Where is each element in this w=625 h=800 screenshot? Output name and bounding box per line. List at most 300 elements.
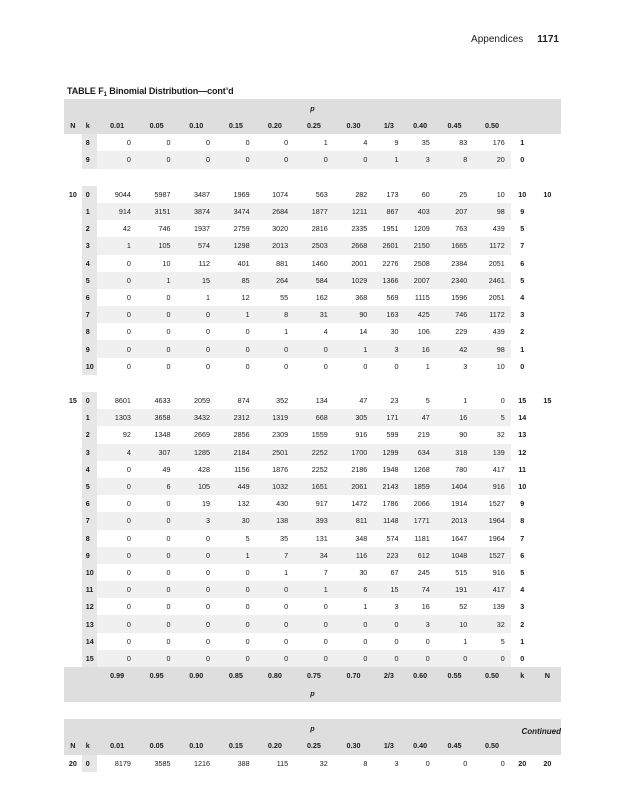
probability-value: 115 (276, 758, 289, 768)
k-n-right (534, 358, 561, 375)
probability-value: 1460 (311, 258, 328, 268)
probability-value: 42 (122, 224, 131, 234)
probability-value: 3 (405, 151, 436, 168)
column-footer-row (64, 667, 561, 684)
n-value (64, 512, 82, 529)
probability-value: 4633 (154, 396, 171, 406)
spacer-cell (64, 169, 561, 186)
probability-value: 569 (386, 292, 399, 302)
probability-value: 574 (176, 237, 216, 254)
probability-value: 352 (276, 396, 289, 406)
probability-value: 0 (394, 636, 399, 646)
probability-value: 763 (455, 224, 468, 234)
probability-value: 0 (126, 292, 131, 302)
probability-value: 0 (206, 138, 211, 148)
k-n-right: 5 (520, 275, 525, 285)
probability-value: 0 (256, 650, 295, 667)
probability-value: 3020 (272, 224, 289, 234)
probability-value: 0 (97, 650, 137, 667)
table-row (64, 340, 561, 357)
k-value: 1 (82, 409, 98, 426)
probability-value: 8 (436, 151, 473, 168)
probability-value: 0 (166, 602, 171, 612)
p-label: p (64, 684, 561, 702)
n-value (64, 564, 82, 581)
probability-value: 1366 (373, 272, 404, 289)
probability-value: 3 (394, 758, 399, 768)
column-label: 0.55 (436, 667, 473, 684)
probability-value: 8179 (114, 758, 131, 768)
probability-value: 0 (334, 615, 374, 632)
probability-value: 2001 (351, 258, 368, 268)
table-caption (67, 86, 234, 98)
probability-value: 1 (284, 567, 289, 577)
probability-value: 112 (198, 258, 211, 268)
probability-value: 2051 (488, 258, 505, 268)
probability-value: 0 (176, 581, 216, 598)
probability-value: 0 (323, 602, 328, 612)
probability-value: 439 (492, 224, 505, 234)
probability-value: 0 (425, 636, 430, 646)
table-row (64, 255, 561, 272)
probability-value: 2059 (194, 396, 211, 406)
probability-value: 2335 (351, 224, 368, 234)
table-row (64, 598, 561, 615)
probability-value: 163 (373, 306, 404, 323)
k-n-right: 6 (520, 258, 525, 268)
probability-value: 3658 (137, 409, 177, 426)
k-n-right (534, 203, 561, 220)
probability-value: 1964 (488, 533, 505, 543)
probability-value: 0 (126, 602, 131, 612)
n-value (64, 633, 82, 650)
probability-value: 0 (245, 636, 250, 646)
k-n-right (534, 530, 561, 547)
probability-value: 1299 (373, 444, 404, 461)
probability-value: 1032 (256, 478, 295, 495)
n-value: 15 (68, 396, 77, 406)
column-label: 0.80 (256, 667, 295, 684)
k-value: 2 (82, 426, 98, 443)
probability-value: 264 (256, 272, 295, 289)
probability-value: 3 (176, 512, 216, 529)
probability-value: 139 (473, 444, 510, 461)
probability-value: 393 (294, 512, 334, 529)
probability-value: 1216 (194, 758, 211, 768)
column-label: 0.20 (256, 737, 295, 754)
probability-value: 0 (166, 138, 171, 148)
probability-value: 1647 (451, 533, 468, 543)
probability-value: 0 (97, 547, 137, 564)
k-n-right (534, 306, 561, 323)
probability-value: 0 (373, 615, 404, 632)
probability-value: 5 (473, 409, 510, 426)
probability-value: 881 (276, 258, 289, 268)
n-value: 10 (68, 189, 77, 199)
probability-value: 12 (241, 292, 250, 302)
probability-value: 0 (137, 615, 177, 632)
table-row (64, 530, 561, 547)
probability-value: 0 (245, 602, 250, 612)
column-header-row-2 (64, 737, 561, 754)
probability-value: 0 (284, 361, 289, 371)
probability-value: 0 (463, 758, 468, 768)
probability-value: 105 (176, 478, 216, 495)
k-value: 0 (82, 186, 98, 203)
probability-value: 1172 (473, 237, 510, 254)
probability-value: 0 (137, 306, 177, 323)
k-value: 6 (82, 495, 98, 512)
k-value: 5 (82, 478, 98, 495)
probability-value: 2007 (405, 272, 436, 289)
probability-value: 0 (176, 615, 216, 632)
k-value: 9 (82, 151, 98, 168)
probability-value: 9044 (114, 189, 131, 199)
probability-value: 1596 (451, 292, 468, 302)
k-n-right (534, 340, 561, 357)
k-n-right: 2 (520, 619, 525, 629)
probability-value: 15 (176, 272, 216, 289)
probability-value: 2252 (311, 464, 328, 474)
probability-value: 1348 (154, 430, 171, 440)
k-n-right: 1 (520, 344, 525, 354)
n-value (64, 272, 82, 289)
probability-value: 3585 (154, 758, 171, 768)
probability-value: 42 (436, 340, 473, 357)
n-value (64, 495, 82, 512)
probability-value: 1172 (473, 306, 510, 323)
column-label: 1/3 (373, 737, 404, 754)
probability-value: 0 (216, 340, 256, 357)
probability-value: 132 (237, 499, 250, 509)
probability-value: 428 (198, 464, 211, 474)
probability-value: 2252 (294, 444, 334, 461)
probability-value: 0 (176, 650, 216, 667)
probability-value: 0 (245, 567, 250, 577)
probability-value: 612 (405, 547, 436, 564)
k-value: 8 (82, 323, 98, 340)
probability-value: 14 (359, 327, 368, 337)
probability-value: 245 (417, 567, 430, 577)
probability-value: 16 (436, 409, 473, 426)
table-row (64, 272, 561, 289)
probability-value: 1211 (334, 203, 374, 220)
table-row (64, 633, 561, 650)
probability-value: 0 (473, 650, 510, 667)
column-label (82, 667, 98, 684)
probability-value: 0 (97, 512, 137, 529)
probability-value: 0 (245, 138, 250, 148)
k-value: 10 (82, 564, 98, 581)
probability-value: 0 (405, 650, 436, 667)
probability-value: 1 (373, 151, 404, 168)
probability-value: 634 (405, 444, 436, 461)
probability-value: 35 (421, 138, 430, 148)
probability-value: 1285 (176, 444, 216, 461)
k-n-right (534, 547, 561, 564)
column-label: 0.15 (216, 117, 256, 134)
probability-value: 0 (363, 636, 368, 646)
probability-value: 0 (245, 361, 250, 371)
probability-value: 1303 (97, 409, 137, 426)
k-n-right: 5 (520, 567, 525, 577)
probability-value: 139 (492, 602, 505, 612)
probability-value: 15 (373, 581, 404, 598)
k-value: 1 (82, 203, 98, 220)
probability-value: 30 (359, 567, 368, 577)
probability-value: 0 (206, 327, 211, 337)
column-header-row (64, 117, 561, 134)
probability-value: 34 (294, 547, 334, 564)
probability-value: 668 (294, 409, 334, 426)
k-n-right: 5 (520, 224, 525, 234)
probability-value: 0 (245, 327, 250, 337)
probability-value: 916 (355, 430, 368, 440)
probability-value: 2013 (436, 512, 473, 529)
probability-value: 0 (126, 567, 131, 577)
k-n-right (534, 581, 561, 598)
probability-value: 403 (405, 203, 436, 220)
probability-value: 0 (97, 151, 137, 168)
probability-value: 1771 (405, 512, 436, 529)
probability-value: 0 (216, 650, 256, 667)
probability-value: 0 (126, 138, 131, 148)
probability-value: 2503 (294, 237, 334, 254)
table-row (64, 615, 561, 632)
p-label: p (64, 99, 561, 117)
probability-value: 7 (256, 547, 295, 564)
probability-value: 0 (284, 636, 289, 646)
probability-value: 2184 (216, 444, 256, 461)
probability-value: 0 (216, 151, 256, 168)
k-n-right: 12 (518, 447, 527, 457)
probability-value: 2061 (334, 478, 374, 495)
k-n-right: 0 (520, 155, 525, 165)
n-value (64, 306, 82, 323)
n-value (64, 615, 82, 632)
n-value (64, 530, 82, 547)
probability-value: 4 (97, 444, 137, 461)
probability-value: 0 (363, 361, 368, 371)
probability-value: 1 (97, 237, 137, 254)
probability-value: 0 (500, 396, 505, 406)
probability-value: 0 (394, 361, 399, 371)
k-value: 0 (82, 755, 98, 772)
k-n-right: 1 (520, 636, 525, 646)
column-label: 0.85 (216, 667, 256, 684)
probability-value: 0 (500, 758, 505, 768)
probability-value: 1268 (413, 464, 430, 474)
column-label: 1/3 (373, 117, 404, 134)
probability-value: 16 (405, 340, 436, 357)
k-value: 12 (82, 598, 98, 615)
probability-value: 0 (97, 615, 137, 632)
column-label: 0.25 (294, 117, 334, 134)
probability-value: 0 (256, 581, 295, 598)
probability-value: 35 (280, 533, 289, 543)
probability-value: 0 (216, 581, 256, 598)
k-n-right: 4 (520, 292, 525, 302)
probability-value: 1298 (216, 237, 256, 254)
probability-value: 0 (166, 499, 171, 509)
probability-value: 5987 (154, 189, 171, 199)
p-header-row (64, 99, 561, 117)
column-label (511, 117, 534, 134)
table-row (64, 478, 561, 495)
probability-value: 2276 (382, 258, 399, 268)
n-value: 20 (68, 758, 77, 768)
probability-value: 47 (405, 409, 436, 426)
probability-value: 9 (394, 138, 399, 148)
probability-value: 746 (436, 306, 473, 323)
spacer-row (64, 375, 561, 392)
probability-value: 1 (206, 292, 211, 302)
probability-value: 1472 (351, 499, 368, 509)
probability-value: 305 (334, 409, 374, 426)
column-label: 0.50 (473, 737, 510, 754)
k-n-right: 7 (520, 241, 525, 251)
probability-value: 1 (334, 340, 374, 357)
probability-value: 780 (455, 464, 468, 474)
probability-value: 2684 (256, 203, 295, 220)
probability-value: 5 (245, 533, 250, 543)
probability-value: 1148 (373, 512, 404, 529)
k-n-right: 1 (520, 138, 525, 148)
probability-value: 1 (216, 547, 256, 564)
probability-value: 0 (176, 547, 216, 564)
probability-value: 0 (126, 327, 131, 337)
probability-value: 2309 (272, 430, 289, 440)
probability-value: 1 (363, 602, 368, 612)
table-row (64, 444, 561, 461)
k-n-right (534, 409, 561, 426)
probability-value: 0 (126, 533, 131, 543)
column-label (64, 667, 82, 684)
probability-value: 162 (315, 292, 328, 302)
probability-value: 307 (137, 444, 177, 461)
probability-value: 0 (126, 636, 131, 646)
spacer-row (64, 169, 561, 186)
probability-value: 1 (294, 581, 334, 598)
column-label: 0.75 (294, 667, 334, 684)
k-n-right (534, 564, 561, 581)
probability-value: 1786 (382, 499, 399, 509)
k-n-right: 10 (543, 189, 552, 199)
table-row (64, 650, 561, 667)
probability-value: 917 (315, 499, 328, 509)
probability-value: 348 (355, 533, 368, 543)
probability-value: 0 (323, 361, 328, 371)
probability-value: 74 (405, 581, 436, 598)
column-label: 0.10 (176, 737, 216, 754)
k-n-right (534, 598, 561, 615)
probability-value: 1964 (473, 512, 510, 529)
probability-value: 67 (390, 567, 399, 577)
n-value (64, 358, 82, 375)
probability-value: 0 (126, 499, 131, 509)
table-row (64, 203, 561, 220)
k-n-right: 10 (518, 189, 527, 199)
probability-value: 1951 (382, 224, 399, 234)
k-value: 9 (82, 547, 98, 564)
probability-value: 219 (417, 430, 430, 440)
probability-value: 1156 (234, 464, 250, 474)
probability-value: 584 (294, 272, 334, 289)
probability-value: 1665 (436, 237, 473, 254)
probability-value: 32 (473, 615, 510, 632)
caption-subscript: 1 (103, 92, 107, 98)
n-value (64, 323, 82, 340)
table-row (64, 134, 561, 151)
probability-value: 1969 (233, 189, 250, 199)
table-row (64, 547, 561, 564)
probability-value: 867 (373, 203, 404, 220)
k-n-right: 9 (520, 207, 525, 217)
probability-value: 173 (386, 189, 399, 199)
k-n-right: 11 (518, 464, 526, 474)
probability-value: 1404 (436, 478, 473, 495)
probability-value: 191 (436, 581, 473, 598)
n-value (64, 547, 82, 564)
probability-value: 2066 (413, 499, 430, 509)
probability-value: 5 (500, 636, 505, 646)
k-n-right: 3 (520, 602, 525, 612)
k-n-right: 15 (518, 396, 527, 406)
probability-value: 6 (137, 478, 177, 495)
probability-value: 3151 (137, 203, 177, 220)
table-row (64, 220, 561, 237)
k-value: 10 (82, 358, 98, 375)
table-row (64, 306, 561, 323)
probability-value: 1048 (436, 547, 473, 564)
probability-value: 31 (294, 306, 334, 323)
n-value (64, 289, 82, 306)
probability-value: 0 (97, 306, 137, 323)
k-n-right (534, 615, 561, 632)
probability-value: 0 (216, 615, 256, 632)
probability-value: 0 (206, 636, 211, 646)
table-row (64, 237, 561, 254)
probability-value: 0 (126, 361, 131, 371)
probability-value: 430 (276, 499, 289, 509)
n-value (64, 444, 82, 461)
k-n-right (534, 650, 561, 667)
probability-value: 32 (496, 430, 505, 440)
probability-value: 0 (97, 272, 137, 289)
probability-value: 106 (417, 327, 430, 337)
section-title: Appendices (471, 34, 524, 45)
k-n-right (534, 151, 561, 168)
probability-value: 2150 (405, 237, 436, 254)
n-value (64, 409, 82, 426)
probability-value: 0 (166, 292, 171, 302)
probability-value: 0 (256, 615, 295, 632)
column-label: 0.90 (176, 667, 216, 684)
probability-value: 207 (436, 203, 473, 220)
k-n-right: 0 (520, 361, 525, 371)
probability-value: 1115 (414, 292, 430, 302)
k-n-right: 13 (518, 430, 527, 440)
k-value: 7 (82, 306, 98, 323)
probability-value: 2013 (256, 237, 295, 254)
probability-value: 8601 (114, 396, 131, 406)
probability-value: 2051 (488, 292, 505, 302)
k-n-right: 0 (520, 653, 525, 663)
column-label: 0.40 (405, 117, 436, 134)
probability-value: 1937 (194, 224, 211, 234)
p-label: p (64, 719, 561, 737)
column-label: 0.60 (405, 667, 436, 684)
